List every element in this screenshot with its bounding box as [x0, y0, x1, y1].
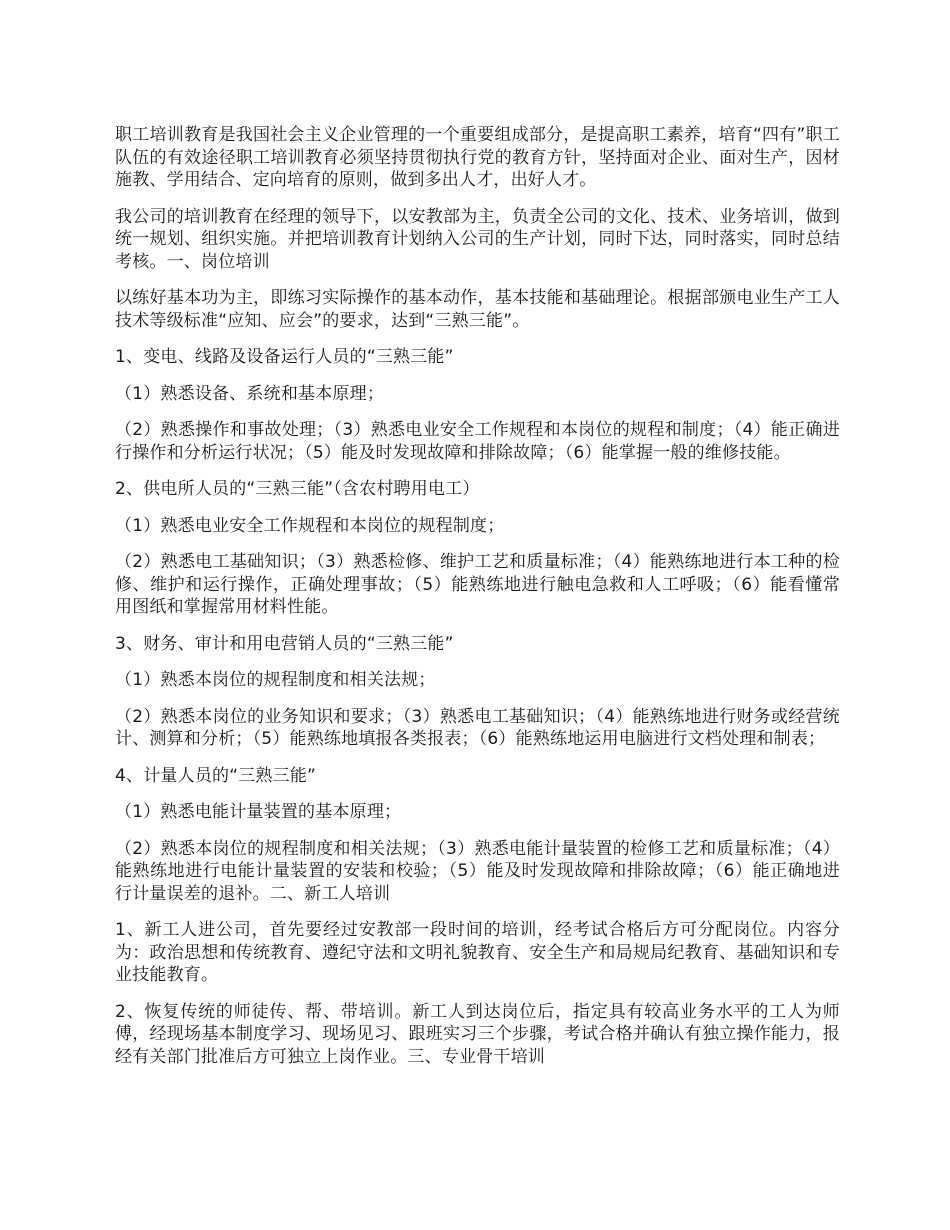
- paragraph-new-worker-1: 1、新工人进公司，首先要经过安教部一段时间的培训，经考试合格后方可分配岗位。内容分为：政治思想和传统教育、遵纪守法和文明礼貌教育、安全生产和局规局纪教育、基础知识和专业技能教育。: [115, 920, 840, 985]
- list-item: （2）熟悉本岗位的业务知识和要求；（3）熟悉电工基础知识；（4）能熟练地进行财务或经营统计、测算和分析；（5）能熟练地填报各类报表；（6）能熟练地运用电脑进行文档处理和制表；: [115, 706, 840, 749]
- list-item: （1）熟悉电能计量装置的基本原理；: [115, 802, 402, 822]
- heading-operation-staff: 1、变电、线路及设备运行人员的“三熟三能”: [115, 347, 454, 367]
- list-item: （1）熟悉设备、系统和基本原理；: [115, 383, 385, 404]
- list-item: （1）熟悉本岗位的规程制度和相关法规；: [115, 670, 436, 690]
- list-item: （2）熟悉本岗位的规程制度和相关法规；（3）熟悉电能计量装置的检修工艺和质量标准；（4）能熟练地进行电能计量装置的安装和校验；（5）能及时发现故障和排除故障；（6）能正确地进行计量误差的退补。二、新工人培训: [115, 838, 840, 904]
- list-item: （2）熟悉操作和事故处理；（3）熟悉电业安全工作规程和本岗位的规程和制度；（4）能正确进行操作和分析运行状况；（5）能及时发现故障和排除故障；（6）能掌握一般的维修技能。: [115, 420, 840, 463]
- document-body: [115, 124, 840, 1082]
- heading-power-station-staff: 2、供电所人员的“三熟三能”（含农村聘用电工）: [115, 479, 480, 499]
- heading-metering-staff: 4、计量人员的“三熟三能”: [115, 765, 317, 786]
- paragraph-new-worker-2: 2、恢复传统的师徒传、帮、带培训。新工人到达岗位后，指定具有较高业务水平的工人为师傅，经现场基本制度学习、现场见习、跟班实习三个步骤，考试合格并确认有独立操作能力，报经有关部门批准后方可独立上岗作业。三、专业骨干培训: [115, 1001, 840, 1067]
- paragraph-intro: 职工培训教育是我国社会主义企业管理的一个重要组成部分，是提高职工素养，培育“四有”职工队伍的有效途径职工培训教育必须坚持贯彻执行党的教育方针，坚持面对企业、面对生产，因材施教、学用结合、定向培育的原则，做到多出人才，出好人才。: [115, 125, 840, 190]
- list-item: （2）熟悉电工基础知识；（3）熟悉检修、维护工艺和质量标准；（4）能熟练地进行本工种的检修、维护和运行操作，正确处理事故；（5）能熟练地进行触电急救和人工呼吸；（6）能看懂常用图纸和掌握常用材料性能。: [115, 552, 840, 617]
- paragraph-organization: 我公司的培训教育在经理的领导下，以安教部为主，负责全公司的文化、技术、业务培训，做到统一规划、组织实施。并把培训教育计划纳入公司的生产计划，同时下达，同时落实，同时总结考核。一、岗位培训: [115, 206, 840, 272]
- paragraph-job-training: 以练好基本功为主，即练习实际操作的基本动作，基本技能和基础理论。根据部颁电业生产工人技术等级标准“应知、应会”的要求，达到“三熟三能”。: [115, 288, 840, 331]
- heading-finance-staff: 3、财务、审计和用电营销人员的“三熟三能”: [115, 633, 454, 654]
- list-item: （1）熟悉电业安全工作规程和本岗位的规程制度；: [115, 515, 505, 536]
